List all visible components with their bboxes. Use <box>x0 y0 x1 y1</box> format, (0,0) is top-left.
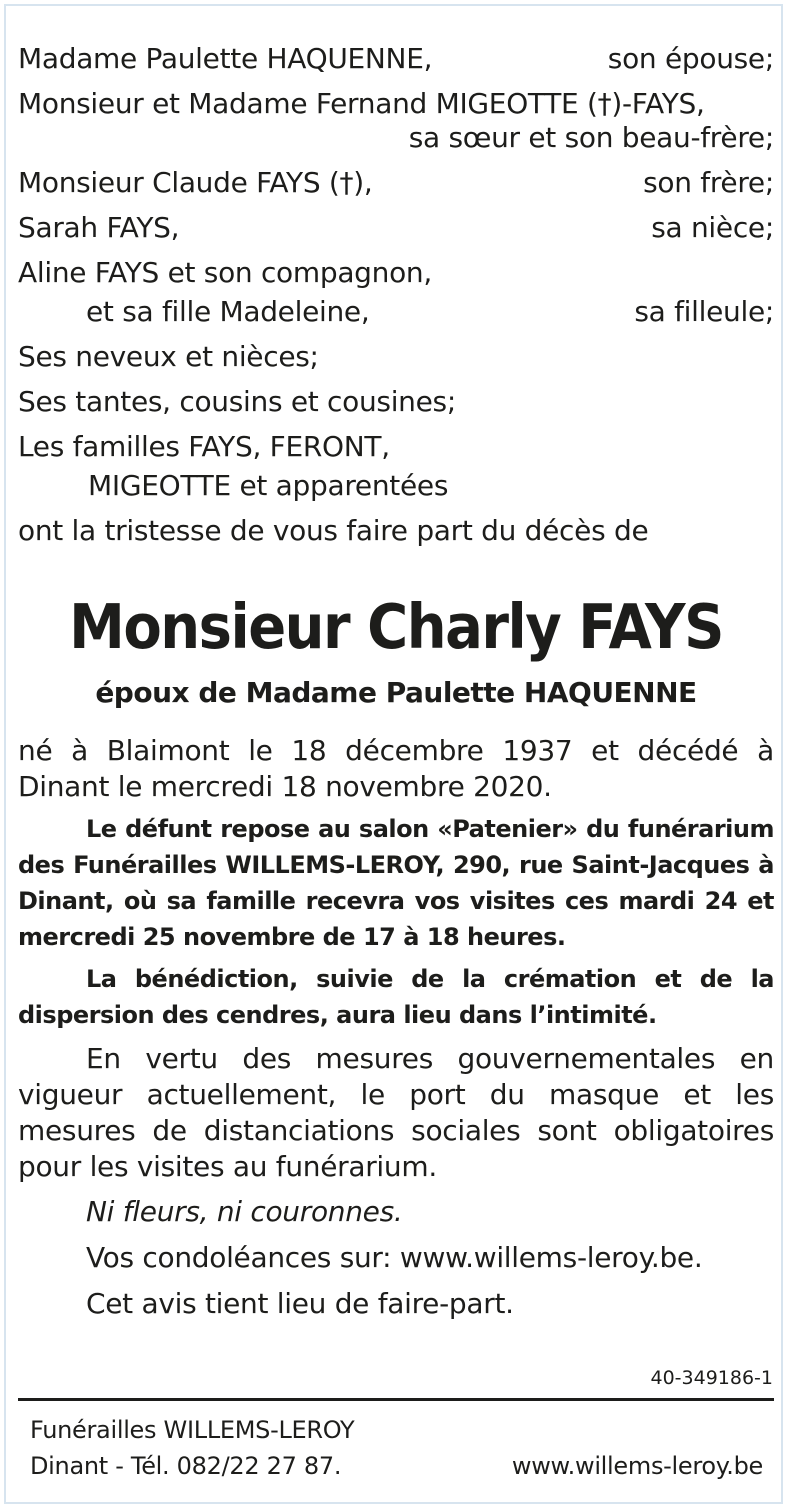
reference-number: 40-349186-1 <box>650 1367 773 1389</box>
no-flowers-line: Ni fleurs, ni couronnes. <box>86 1195 403 1228</box>
funeral-home-contact: Dinant - Tél. 082/22 27 87. <box>30 1452 342 1480</box>
condolences-line: Vos condoléances sur: www.willems-leroy.be. <box>86 1241 703 1274</box>
family-row <box>18 160 774 205</box>
family-relation: sa filleule; <box>634 295 774 328</box>
measures-paragraph: En vertu des mesures gouvernementales en vigueur actuellement, le port du masque et les mesures de distanciations sociales sont obligatoires pour les visites au funérarium. <box>18 1042 774 1183</box>
family-name: Ses tantes, cousins et cousines; <box>18 385 456 418</box>
family-name: Monsieur et Madame Fernand MIGEOTTE (†)-FAYS, <box>18 87 705 120</box>
ceremony-paragraph: La bénédiction, suivie de la crémation et de la dispersion des cendres, aura lieu dans l’intimité. <box>18 965 774 1029</box>
intro-line <box>18 508 774 553</box>
visitation-paragraph: Le défunt repose au salon «Patenier» du funérarium des Funérailles WILLEMS-LEROY, 290, rue Saint-Jacques à Dinant, où sa famille recevra vos visites ces mardi 24 et mercredi 25 novembre de 17 à 18 heures. <box>18 815 774 951</box>
notice-line: Cet avis tient lieu de faire-part. <box>86 1287 514 1320</box>
family-relation: son épouse; <box>607 42 774 75</box>
obituary-notice <box>18 36 774 1327</box>
family-row <box>18 120 774 160</box>
birth-death-paragraph: né à Blaimont le 18 décembre 1937 et décédé à Dinant le mercredi 18 novembre 2020. <box>18 734 774 803</box>
family-relation: sa nièce; <box>651 211 774 244</box>
funeral-home-name: Funérailles WILLEMS-LEROY <box>30 1416 355 1444</box>
family-name: Ses neveux et nièces; <box>18 340 319 373</box>
family-row <box>18 205 774 250</box>
family-row <box>18 36 774 81</box>
family-relation: son frère; <box>643 166 774 199</box>
family-name: et sa fille Madeleine, <box>86 295 370 328</box>
family-name: Sarah FAYS, <box>18 211 180 244</box>
family-name: Les familles FAYS, FERONT, <box>18 430 390 463</box>
family-relation: sa sœur et son beau-frère; <box>408 121 774 154</box>
family-row <box>18 463 774 508</box>
family-name: Aline FAYS et son compagnon, <box>18 256 432 289</box>
family-name: MIGEOTTE et apparentées <box>88 469 449 502</box>
funeral-home-info <box>30 1412 354 1484</box>
family-row <box>18 289 774 334</box>
funeral-home-website[interactable]: www.willems-leroy.be <box>511 1452 763 1480</box>
divider <box>18 1398 774 1401</box>
family-name: Monsieur Claude FAYS (†), <box>18 166 373 199</box>
family-name: Madame Paulette HAQUENNE, <box>18 42 433 75</box>
deceased-name: Monsieur Charly FAYS <box>69 591 723 664</box>
spouse-line: époux de Madame Paulette HAQUENNE <box>95 676 697 709</box>
family-row <box>18 379 774 424</box>
intro-text: ont la tristesse de vous faire part du décès de <box>18 514 649 547</box>
family-row <box>18 334 774 379</box>
